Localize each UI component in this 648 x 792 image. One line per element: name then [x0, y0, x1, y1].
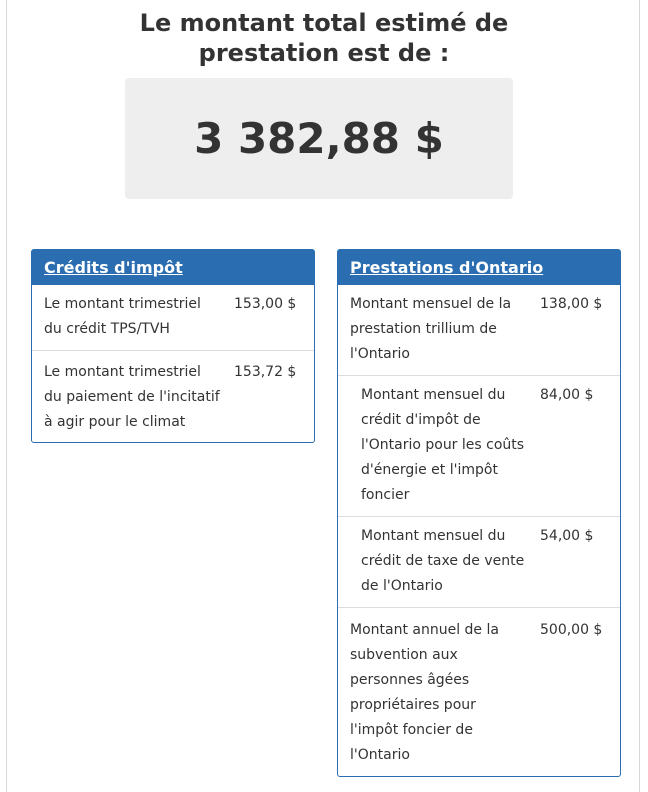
benefit-label: Montant annuel de la subvention aux personnes âgées propriétaires pour l'impôt foncier de l'Ontario [350, 622, 499, 763]
benefit-amount: 84,00 $ [540, 387, 594, 403]
ontario-benefits-header [338, 250, 620, 285]
title-line-1: Le montant total estimé de [139, 9, 509, 37]
ontario-benefits-panel [337, 249, 621, 777]
benefit-amount: 138,00 $ [540, 296, 603, 312]
tax-credit-label: Le montant trimestriel du paiement de l'incitatif à agir pour le climat [44, 364, 220, 430]
list-item [338, 607, 620, 776]
tax-credits-list [32, 285, 314, 442]
page-title [7, 8, 641, 68]
tax-credits-link[interactable]: Crédits d'impôt [44, 258, 183, 277]
benefit-amount: 500,00 $ [540, 622, 603, 638]
list-item [338, 375, 620, 516]
list-item [338, 285, 620, 375]
benefit-amount: 54,00 $ [540, 528, 594, 544]
content-frame [6, 0, 640, 792]
total-amount: 3 382,88 $ [194, 114, 444, 163]
list-item [32, 285, 314, 350]
tax-credits-header [32, 250, 314, 285]
benefit-label: Montant mensuel de la prestation trillium de l'Ontario [350, 296, 512, 362]
title-line-2: prestation est de : [198, 39, 450, 67]
total-amount-box [125, 78, 513, 199]
ontario-benefits-list [338, 285, 620, 776]
benefit-label: Montant mensuel du crédit de taxe de vente de l'Ontario [361, 528, 525, 594]
ontario-benefits-link[interactable]: Prestations d'Ontario [350, 258, 544, 277]
tax-credits-panel [31, 249, 315, 443]
list-item [32, 350, 314, 442]
tax-credit-label: Le montant trimestriel du crédit TPS/TVH [44, 296, 201, 337]
tax-credit-amount: 153,00 $ [234, 296, 297, 312]
tax-credit-amount: 153,72 $ [234, 364, 297, 380]
benefit-label: Montant mensuel du crédit d'impôt de l'Ontario pour les coûts d'énergie et l'impôt foncier [361, 387, 525, 503]
list-item [338, 516, 620, 607]
